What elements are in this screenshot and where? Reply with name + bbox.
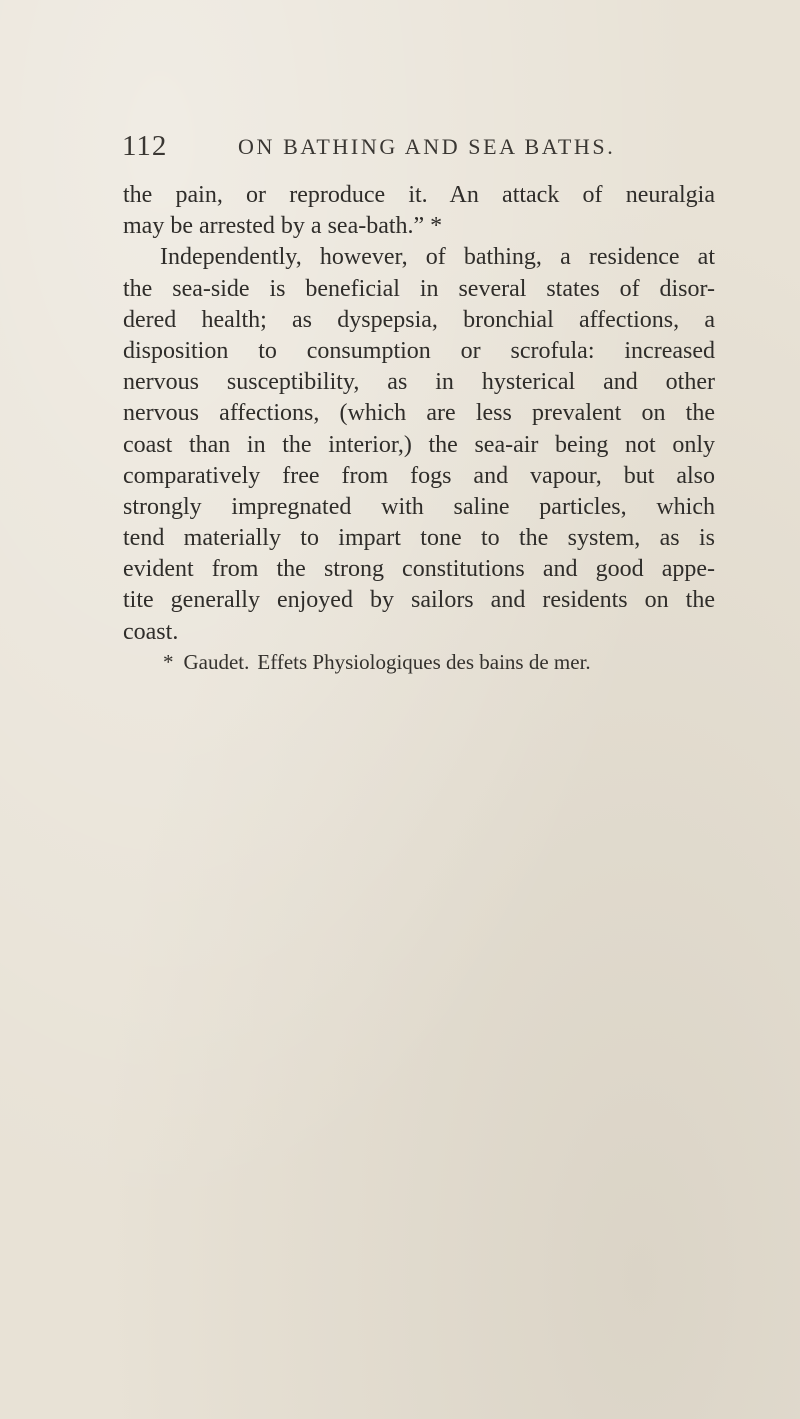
text-line: evident from the strong constitutions and good appe- [123,556,715,583]
footnote-marker: * [163,650,174,674]
running-title: ON BATHING AND SEA BATHS. [238,134,616,159]
text-line: tite generally enjoyed by sailors and residents on the [123,587,715,614]
text-line: coast. [123,618,179,645]
text-line: the pain, or reproduce it. An attack of neuralgia [123,182,715,208]
text-line: the sea-side is beneficial in several states of disor- [123,275,715,302]
footnote-source: Effets Physiologiques des bains de mer. [257,650,591,674]
body-text [123,180,715,648]
page-number: 112 [122,130,168,162]
running-head [122,130,682,170]
text-line: coast than in the interior,) the sea-air being not only [123,431,715,458]
text-line: nervous affections, (which are less prevalent on the [123,400,715,427]
text-line: disposition to consumption or scrofula: increased [123,337,715,364]
text-line: tend materially to impart tone to the system, as is [123,525,715,552]
text-line: nervous susceptibility, as in hysterical and other [123,369,715,396]
footnote-author: Gaudet. [183,650,250,674]
text-line: strongly impregnated with saline particles, which [123,493,715,520]
footnote [163,648,723,676]
text-line: may be arrested by a sea-bath.” * [123,213,443,240]
text-line: comparatively free from fogs and vapour, but also [123,462,715,489]
text-line: Independently, however, of bathing, a residence at [160,244,715,271]
text-line: dered health; as dyspepsia, bronchial affections, a [123,306,715,333]
